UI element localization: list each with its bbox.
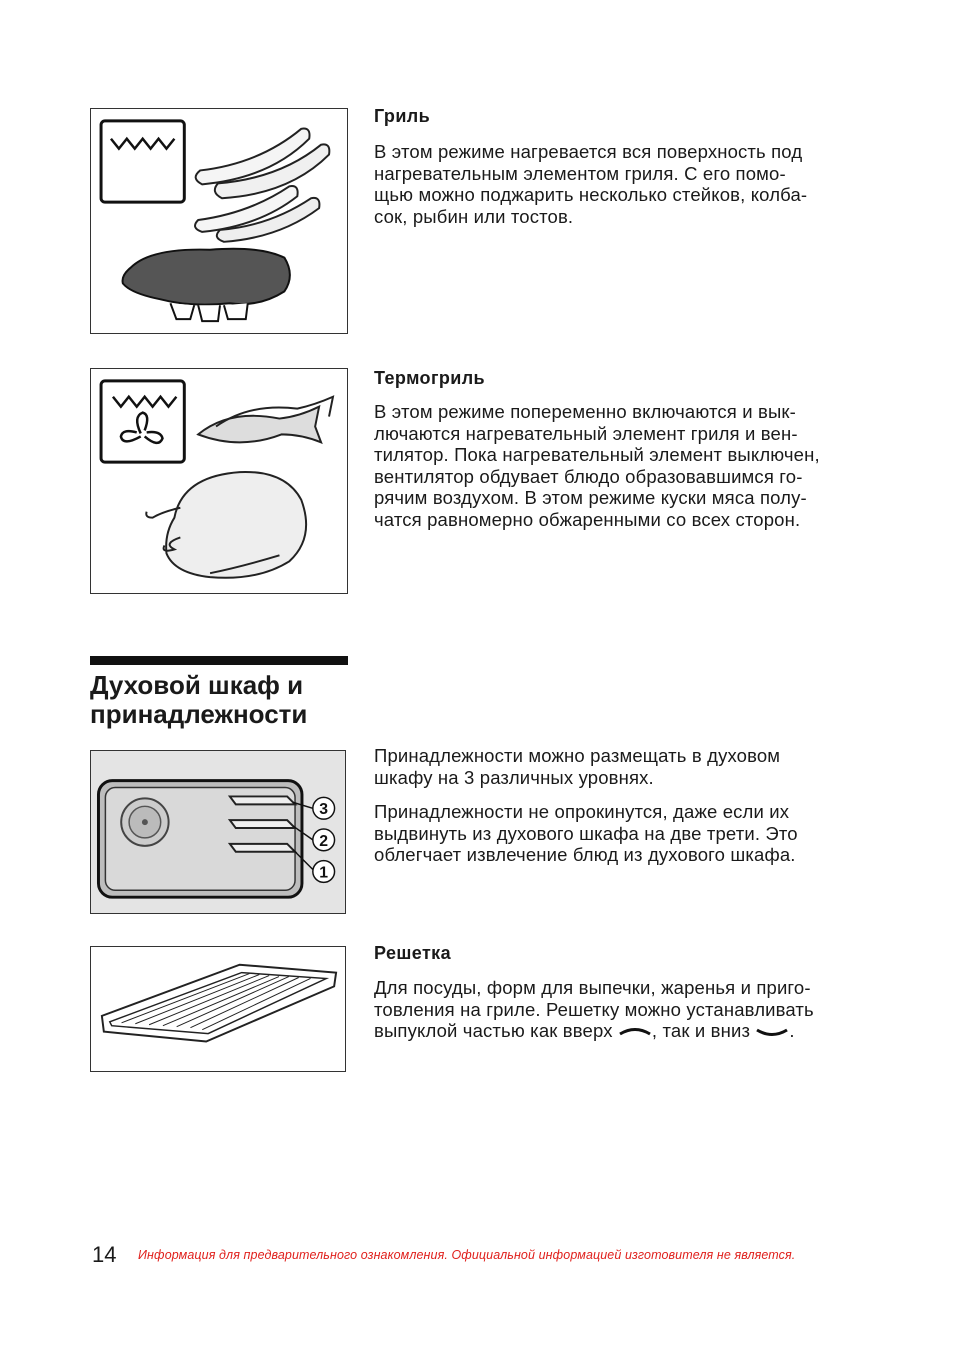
rack-rails bbox=[230, 796, 295, 851]
grill-mode-icon bbox=[101, 121, 184, 202]
grill-heading: Гриль bbox=[374, 106, 431, 126]
curve-up-icon bbox=[618, 1026, 652, 1038]
grill-description: В этом режиме нагревается вся поверхность под нагревательным элементом гриля. С его помо- щью можно поджарить несколько стейков, колба- сок, рыбин или тостов. bbox=[374, 141, 808, 227]
level-1-label: 1 bbox=[319, 864, 329, 882]
steak-icon bbox=[123, 249, 290, 321]
oven-section-title: Духовой шкаф и принадлежности bbox=[90, 670, 308, 729]
thermogrill-heading: Термогриль bbox=[374, 368, 485, 388]
wire-rack-icon bbox=[102, 965, 336, 1042]
level-2-label: 2 bbox=[319, 832, 329, 850]
rack-text-line-3 bbox=[374, 1020, 814, 1042]
thermogrill-mode-icon bbox=[101, 381, 184, 462]
oven-paragraph-2: Принадлежности не опрокинутся, даже если их выдвинуть из духового шкафа на две трети. Это облегчает извлечение блюд из духового шкафа. bbox=[374, 801, 798, 865]
rack-heading: Решетка bbox=[374, 943, 451, 963]
rack-text-part-1: выпуклой частью как вверх bbox=[374, 1020, 618, 1041]
fan-icon bbox=[121, 798, 168, 845]
grill-illustration bbox=[90, 108, 348, 334]
curve-down-icon bbox=[755, 1026, 789, 1038]
rack-text-part-2: , так и вниз bbox=[651, 1020, 756, 1041]
rack-description bbox=[374, 977, 814, 1042]
rack-text-line-1: Для посуды, форм для выпечки, жаренья и приго- bbox=[374, 977, 811, 998]
page-number: 14 bbox=[92, 1242, 117, 1267]
sausages-icon bbox=[195, 129, 329, 242]
chicken-icon bbox=[146, 472, 306, 578]
disclaimer: Информация для предварительного ознакомления. Официальной информацией изготовителя не является. bbox=[138, 1248, 796, 1262]
rack-text-part-3: . bbox=[789, 1020, 795, 1041]
rack-text-line-2: товления на гриле. Решетку можно устанавливать bbox=[374, 998, 814, 1020]
fish-icon bbox=[198, 397, 333, 443]
level-3-label: 3 bbox=[319, 801, 329, 819]
thermogrill-description: В этом режиме попеременно включаются и вык- лючаются нагревательный элемент гриля и вен- тилятор. Пока нагревательный элемент выключен, вентилятор обдувает блюдо образовавшимся го- рячим воздухом. В этом режиме куски мяса полу- чатся равномерно обжаренными со всех сторон. bbox=[374, 401, 820, 530]
oven-paragraph-1: Принадлежности можно размещать в духовом шкафу на 3 различных уровнях. bbox=[374, 745, 781, 788]
thermogrill-illustration bbox=[90, 368, 348, 594]
section-divider bbox=[90, 656, 348, 665]
oven-levels-illustration bbox=[90, 750, 346, 914]
rack-illustration bbox=[90, 946, 346, 1072]
